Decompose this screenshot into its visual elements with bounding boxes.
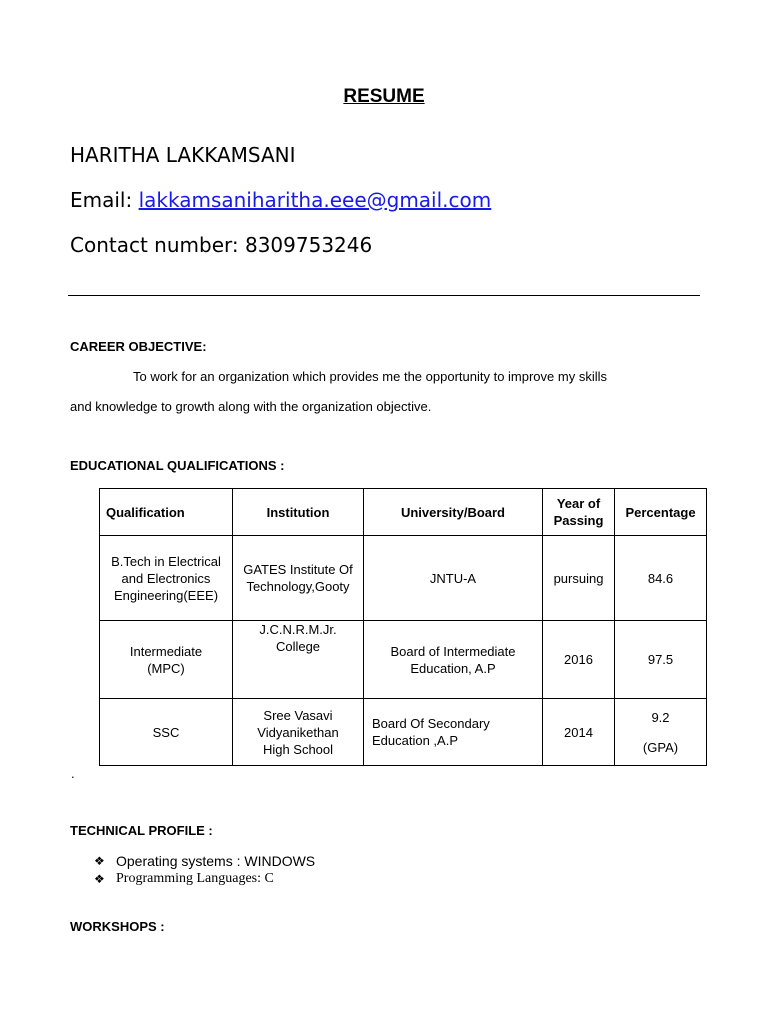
table-header-row [100,489,707,536]
qualification-cell: Intermediate (MPC) [100,621,233,699]
year-cell: 2016 [543,621,615,699]
table-row [100,536,707,621]
career-objective-heading: CAREER OBJECTIVE: [70,339,207,354]
header-divider [68,295,700,296]
stray-dot: . [71,766,75,781]
column-header: University/Board [364,489,543,536]
diamond-bullet-icon: ❖ [94,872,105,886]
career-objective-line-2: and knowledge to growth along with the organization objective. [70,399,432,414]
contact-label: Contact number: [70,233,245,257]
percentage-cell: 97.5 [615,621,707,699]
column-header: Institution [233,489,364,536]
percentage-cell [615,699,707,766]
list-item-text: Operating systems : WINDOWS [116,853,316,869]
column-header: Year of Passing [543,489,615,536]
technical-profile-list [94,852,315,888]
board-cell: JNTU-A [364,536,543,621]
board-cell: Board of Intermediate Education, A.P [364,621,543,699]
technical-profile-heading: TECHNICAL PROFILE : [70,823,213,838]
email-line [70,188,491,212]
table-row [100,699,707,766]
contact-number: 8309753246 [244,233,373,257]
diamond-bullet-icon: ❖ [94,854,105,868]
board-cell: Board Of Secondary Education ,A.P [364,699,543,766]
qualification-cell: SSC [100,699,233,766]
candidate-name: HARITHA LAKKAMSANI [70,143,296,167]
percentage-note: (GPA) [642,739,679,755]
education-heading: EDUCATIONAL QUALIFICATIONS : [70,458,285,473]
institution-cell: Sree Vasavi Vidyanikethan High School [233,699,364,766]
contact-line [70,233,372,257]
list-item [94,852,315,870]
list-item-text: Programming Languages: C [116,871,274,886]
year-cell: 2014 [543,699,615,766]
table-row [100,621,707,699]
year-cell: pursuing [543,536,615,621]
workshops-heading: WORKSHOPS : [70,919,165,934]
list-item [94,870,315,888]
institution-cell: J.C.N.R.M.Jr. College [233,621,364,699]
percentage-cell: 84.6 [615,536,707,621]
institution-cell: GATES Institute Of Technology,Gooty [233,536,364,621]
column-header: Qualification [100,489,233,536]
percentage-value: 9.2 [651,709,670,725]
email-label: Email: [70,188,139,212]
career-objective-line-1: To work for an organization which provides me the opportunity to improve my skills [133,369,607,384]
email-link[interactable]: lakkamsaniharitha.eee@gmail.com [138,188,492,212]
qualification-cell: B.Tech in Electrical and Electronics Engineering(EEE) [100,536,233,621]
column-header: Percentage [615,489,707,536]
resume-title: RESUME [343,86,425,107]
education-table [99,488,707,766]
